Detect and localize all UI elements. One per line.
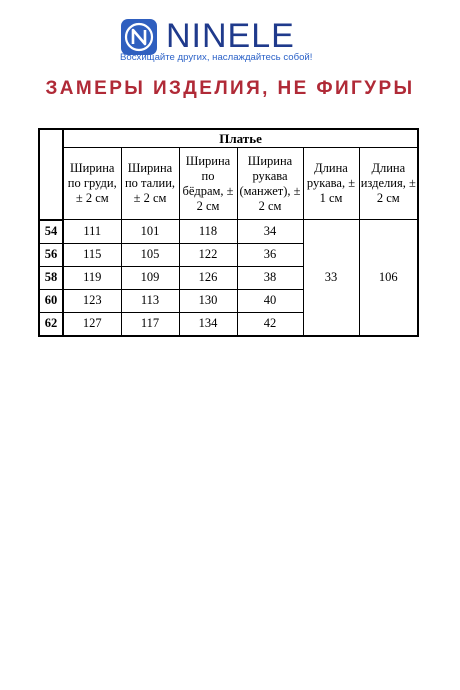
product-name: Платье bbox=[63, 129, 418, 148]
table-cell: 38 bbox=[237, 266, 303, 289]
size-cell: 54 bbox=[39, 220, 63, 244]
ninele-logo-icon bbox=[120, 18, 158, 56]
size-cell: 58 bbox=[39, 266, 63, 289]
table-cell: 42 bbox=[237, 312, 303, 336]
table-cell: 109 bbox=[121, 266, 179, 289]
table-cell: 130 bbox=[179, 289, 237, 312]
column-header: Ширина по бёдрам, ± 2 см bbox=[179, 148, 237, 220]
table-cell: 127 bbox=[63, 312, 121, 336]
table-corner bbox=[39, 129, 63, 220]
table-cell: 36 bbox=[237, 243, 303, 266]
table-cell: 113 bbox=[121, 289, 179, 312]
table-cell: 122 bbox=[179, 243, 237, 266]
page-headline: ЗАМЕРЫ ИЗДЕЛИЯ, НЕ ФИГУРЫ bbox=[45, 78, 415, 99]
size-cell: 60 bbox=[39, 289, 63, 312]
table-cell: 126 bbox=[179, 266, 237, 289]
column-header: Длина изделия, ± 2 см bbox=[359, 148, 418, 220]
table-cell: 134 bbox=[179, 312, 237, 336]
column-header: Ширина по груди, ± 2 см bbox=[63, 148, 121, 220]
table-cell: 117 bbox=[121, 312, 179, 336]
size-cell: 56 bbox=[39, 243, 63, 266]
table-cell: 105 bbox=[121, 243, 179, 266]
table-cell: 115 bbox=[63, 243, 121, 266]
sleeve-length-cell: 33 bbox=[303, 220, 359, 336]
column-header: Ширина по талии, ± 2 см bbox=[121, 148, 179, 220]
column-header: Ширина рукава (манжет), ± 2 см bbox=[237, 148, 303, 220]
brand-tagline: Восхищайте других, наслаждайтесь собой! bbox=[120, 52, 313, 63]
table-cell: 101 bbox=[121, 220, 179, 244]
table-cell: 118 bbox=[179, 220, 237, 244]
garment-length-cell: 106 bbox=[359, 220, 418, 336]
table-row bbox=[39, 220, 418, 244]
column-header: Длина рукава, ± 1 см bbox=[303, 148, 359, 220]
table-cell: 111 bbox=[63, 220, 121, 244]
size-table bbox=[38, 128, 419, 337]
table-cell: 119 bbox=[63, 266, 121, 289]
size-cell: 62 bbox=[39, 312, 63, 336]
table-cell: 123 bbox=[63, 289, 121, 312]
brand-name: NINELE bbox=[166, 17, 295, 55]
table-cell: 34 bbox=[237, 220, 303, 244]
table-cell: 40 bbox=[237, 289, 303, 312]
